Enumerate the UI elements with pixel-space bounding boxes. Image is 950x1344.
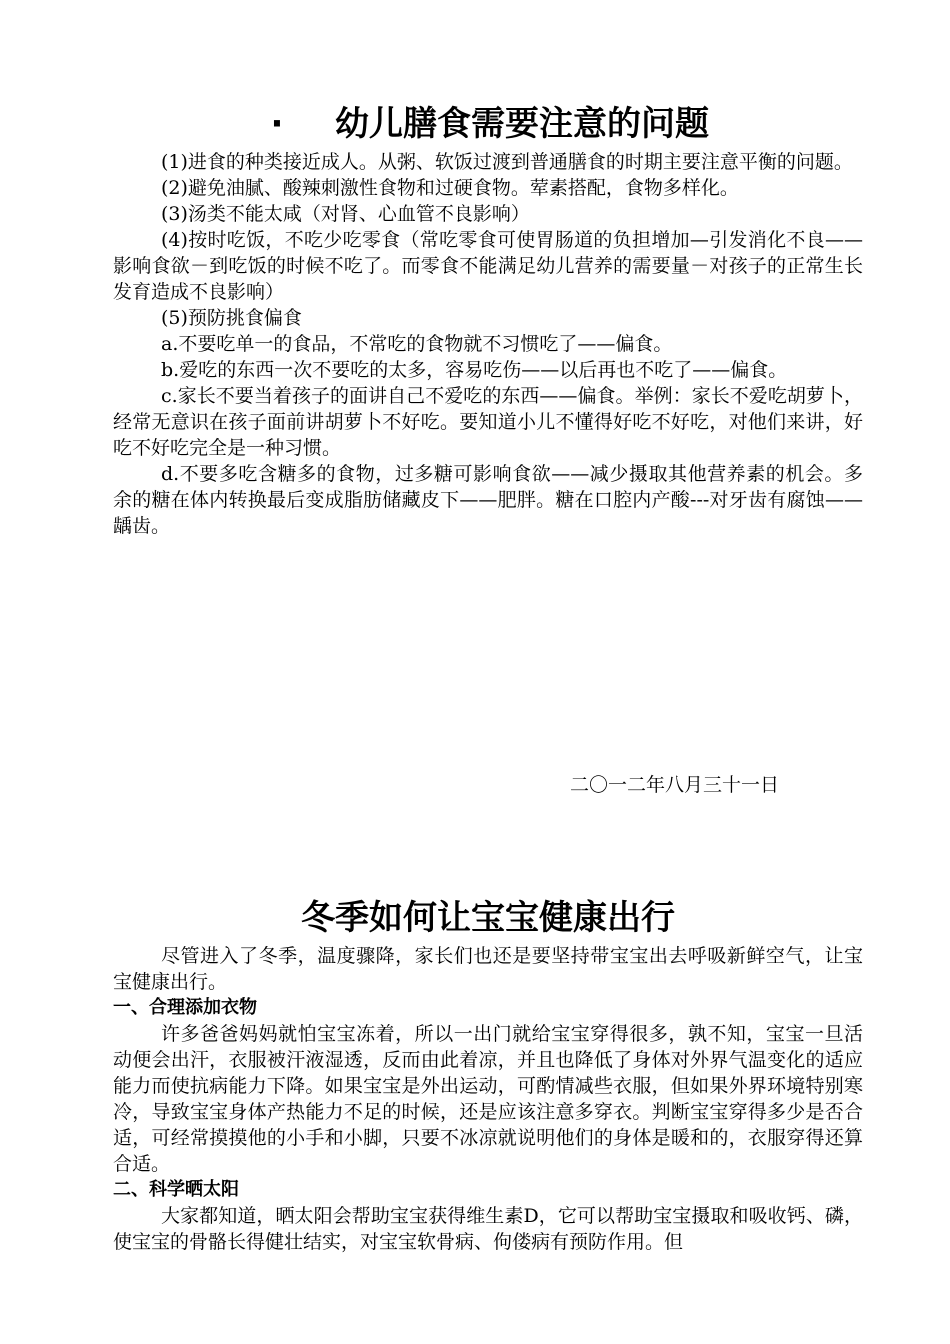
paragraph: a.不要吃单一的食品，不常吃的食物就不习惯吃了——偏食。 xyxy=(161,333,673,355)
bullet-icon: · xyxy=(270,104,284,144)
paragraph: (1)进食的种类接近成人。从粥、软饭过渡到普通膳食的时期主要注意平衡的问题。 xyxy=(161,151,853,173)
section-title xyxy=(113,101,863,147)
section-winter-outing xyxy=(113,895,863,1255)
paragraph: 许多爸爸妈妈就怕宝宝冻着，所以一出门就给宝宝穿得很多，孰不知，宝宝一旦活动便会出汗，衣服被汗液湿透，反而由此着凉，并且也降低了身体对外界气温变化的适应能力而使抗病能力下降。如果宝宝是外出运动，可酌情减些衣服，但如果外界环境特别寒冷，导致宝宝身体产热能力不足的时候，还是应该注意多穿衣。判断宝宝穿得多少是否合适，可经常摸摸他的小手和小脚，只要不冰凉就说明他们的身体是暖和的，衣服穿得还算合适。 xyxy=(113,1023,863,1175)
paragraph: (2)避免油腻、酸辣刺激性食物和过硬食物。荤素搭配，食物多样化。 xyxy=(161,177,739,199)
intro-paragraph: 尽管进入了冬季，温度骤降，家长们也还是要坚持带宝宝出去呼吸新鲜空气，让宝宝健康出行。 xyxy=(113,945,863,993)
paragraph: 大家都知道，晒太阳会帮助宝宝获得维生素D，它可以帮助宝宝摄取和吸收钙、磷，使宝宝的骨骼长得健壮结实，对宝宝软骨病、佝偻病有预防作用。但 xyxy=(113,1205,863,1253)
section-toddler-diet xyxy=(113,101,863,539)
subheading: 二、科学晒太阳 xyxy=(113,1179,239,1200)
paragraph: c.家长不要当着孩子的面讲自己不爱吃的东西——偏食。举例：家长不爱吃胡萝卜，经常无意识在孩子面前讲胡萝卜不好吃。要知道小儿不懂得好吃不好吃，对他们来讲，好吃不好吃完全是一种习惯。 xyxy=(113,385,863,459)
paragraph: (4)按时吃饭，不吃少吃零食（常吃零食可使胃肠道的负担增加—引发消化不良——影响食欲－到吃饭的时候不吃了。而零食不能满足幼儿营养的需要量－对孩子的正常生长发育造成不良影响） xyxy=(113,229,863,303)
subheading: 一、合理添加衣物 xyxy=(113,997,257,1018)
section-title-text: 幼儿膳食需要注意的问题 xyxy=(335,104,709,144)
paragraph: (5)预防挑食偏食 xyxy=(161,307,302,329)
paragraph: b.爱吃的东西一次不要吃的太多，容易吃伤——以后再也不吃了——偏食。 xyxy=(161,359,788,381)
document-date: 二〇一二年八月三十一日 xyxy=(570,774,780,796)
paragraph: d.不要多吃含糖多的食物，过多糖可影响食欲——减少摄取其他营养素的机会。多余的糖在体内转换最后变成脂肪储藏皮下——肥胖。糖在口腔内产酸---对牙齿有腐蚀——龋齿。 xyxy=(113,463,863,537)
paragraph: (3)汤类不能太咸（对肾、心血管不良影响） xyxy=(161,203,530,225)
section-title: 冬季如何让宝宝健康出行 xyxy=(301,898,675,938)
